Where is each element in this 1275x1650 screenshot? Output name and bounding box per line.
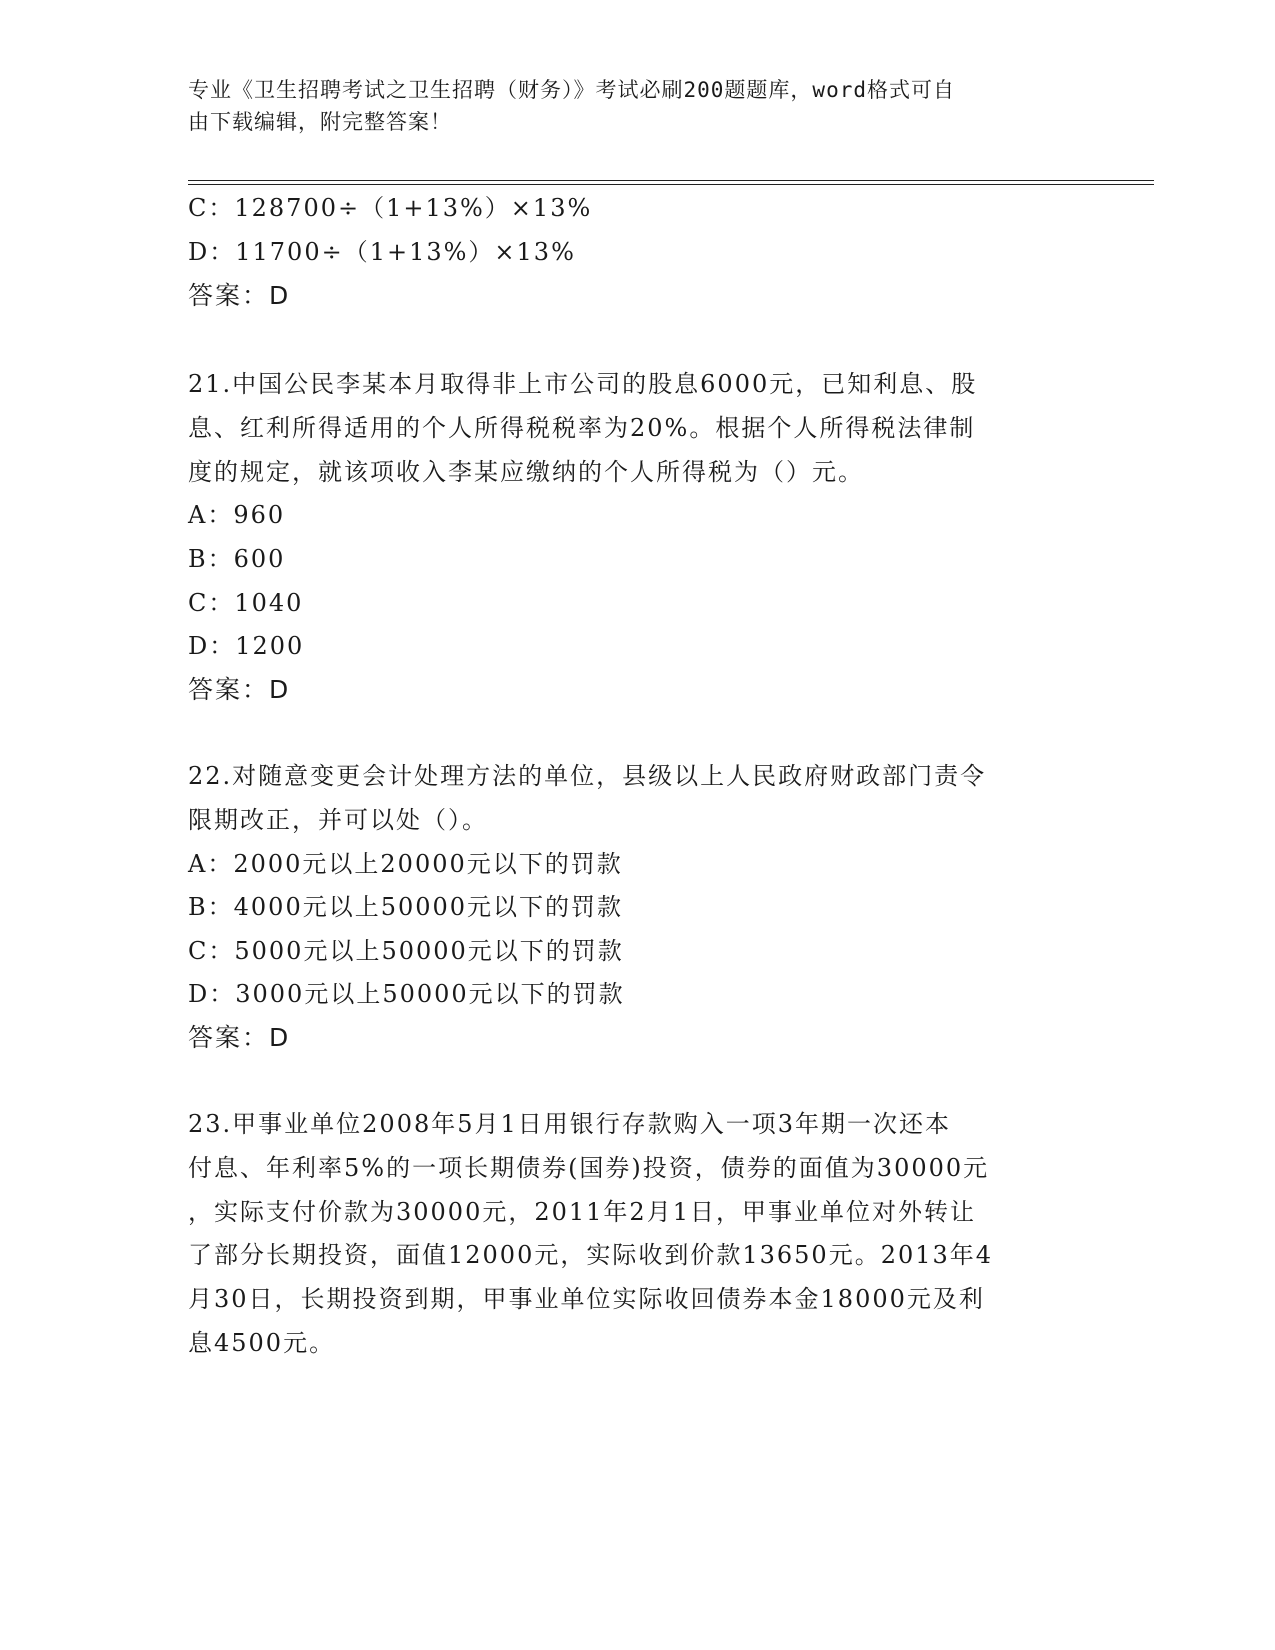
q20-answer: 答案：D (188, 281, 291, 310)
q21-option-d: D：1200 (188, 632, 305, 660)
header-line-1: 专业《卫生招聘考试之卫生招聘（财务）》考试必刷200题题库，word格式可自 (188, 78, 955, 102)
q21-stem-line-2: 息、红利所得适用的个人所得税税率为20%。根据个人所得税法律制 (188, 414, 976, 442)
q23-stem-line-3: ，实际支付价款为30000元，2011年2月1日，甲事业单位对外转让 (188, 1198, 976, 1226)
q22-option-b: B：4000元以上50000元以下的罚款 (188, 893, 624, 921)
header-divider-bottom (188, 184, 1154, 185)
page-header (188, 74, 1068, 138)
q21-stem-line-3: 度的规定，就该项收入李某应缴纳的个人所得税为（）元。 (188, 458, 864, 486)
q21-answer: 答案：D (188, 675, 291, 704)
q23-stem-line-5: 月30日，长期投资到期，甲事业单位实际收回债券本金18000元及利 (188, 1285, 985, 1313)
q20-option-c: C：128700÷（1+13%）×13% (188, 194, 593, 222)
q23-stem-line-2: 付息、年利率5%的一项长期债券(国券)投资，债券的面值为30000元 (188, 1154, 990, 1182)
q22-option-d: D：3000元以上50000元以下的罚款 (188, 980, 625, 1008)
q22-stem-line-1: 22.对随意变更会计处理方法的单位，县级以上人民政府财政部门责令 (188, 762, 987, 790)
q20-option-d: D：11700÷（1+13%）×13% (188, 238, 576, 266)
q23-stem-line-1: 23.甲事业单位2008年5月1日用银行存款购入一项3年期一次还本 (188, 1110, 952, 1138)
q22-option-a: A：2000元以上20000元以下的罚款 (188, 850, 623, 878)
q23-stem-line-4: 了部分长期投资，面值12000元，实际收到价款13650元。2013年4 (188, 1241, 994, 1269)
q21-option-b: B：600 (188, 545, 286, 573)
q22-stem-line-2: 限期改正，并可以处（）。 (188, 806, 488, 834)
header-line-2: 由下载编辑，附完整答案！ (188, 110, 452, 134)
q21-option-a: A：960 (188, 501, 286, 529)
q23-stem-line-6: 息4500元。 (188, 1329, 336, 1357)
header-divider-top (188, 180, 1154, 181)
q21-option-c: C：1040 (188, 589, 304, 617)
q22-option-c: C：5000元以上50000元以下的罚款 (188, 937, 624, 965)
q21-stem-line-1: 21.中国公民李某本月取得非上市公司的股息6000元，已知利息、股 (188, 370, 978, 398)
q22-answer: 答案：D (188, 1023, 291, 1052)
